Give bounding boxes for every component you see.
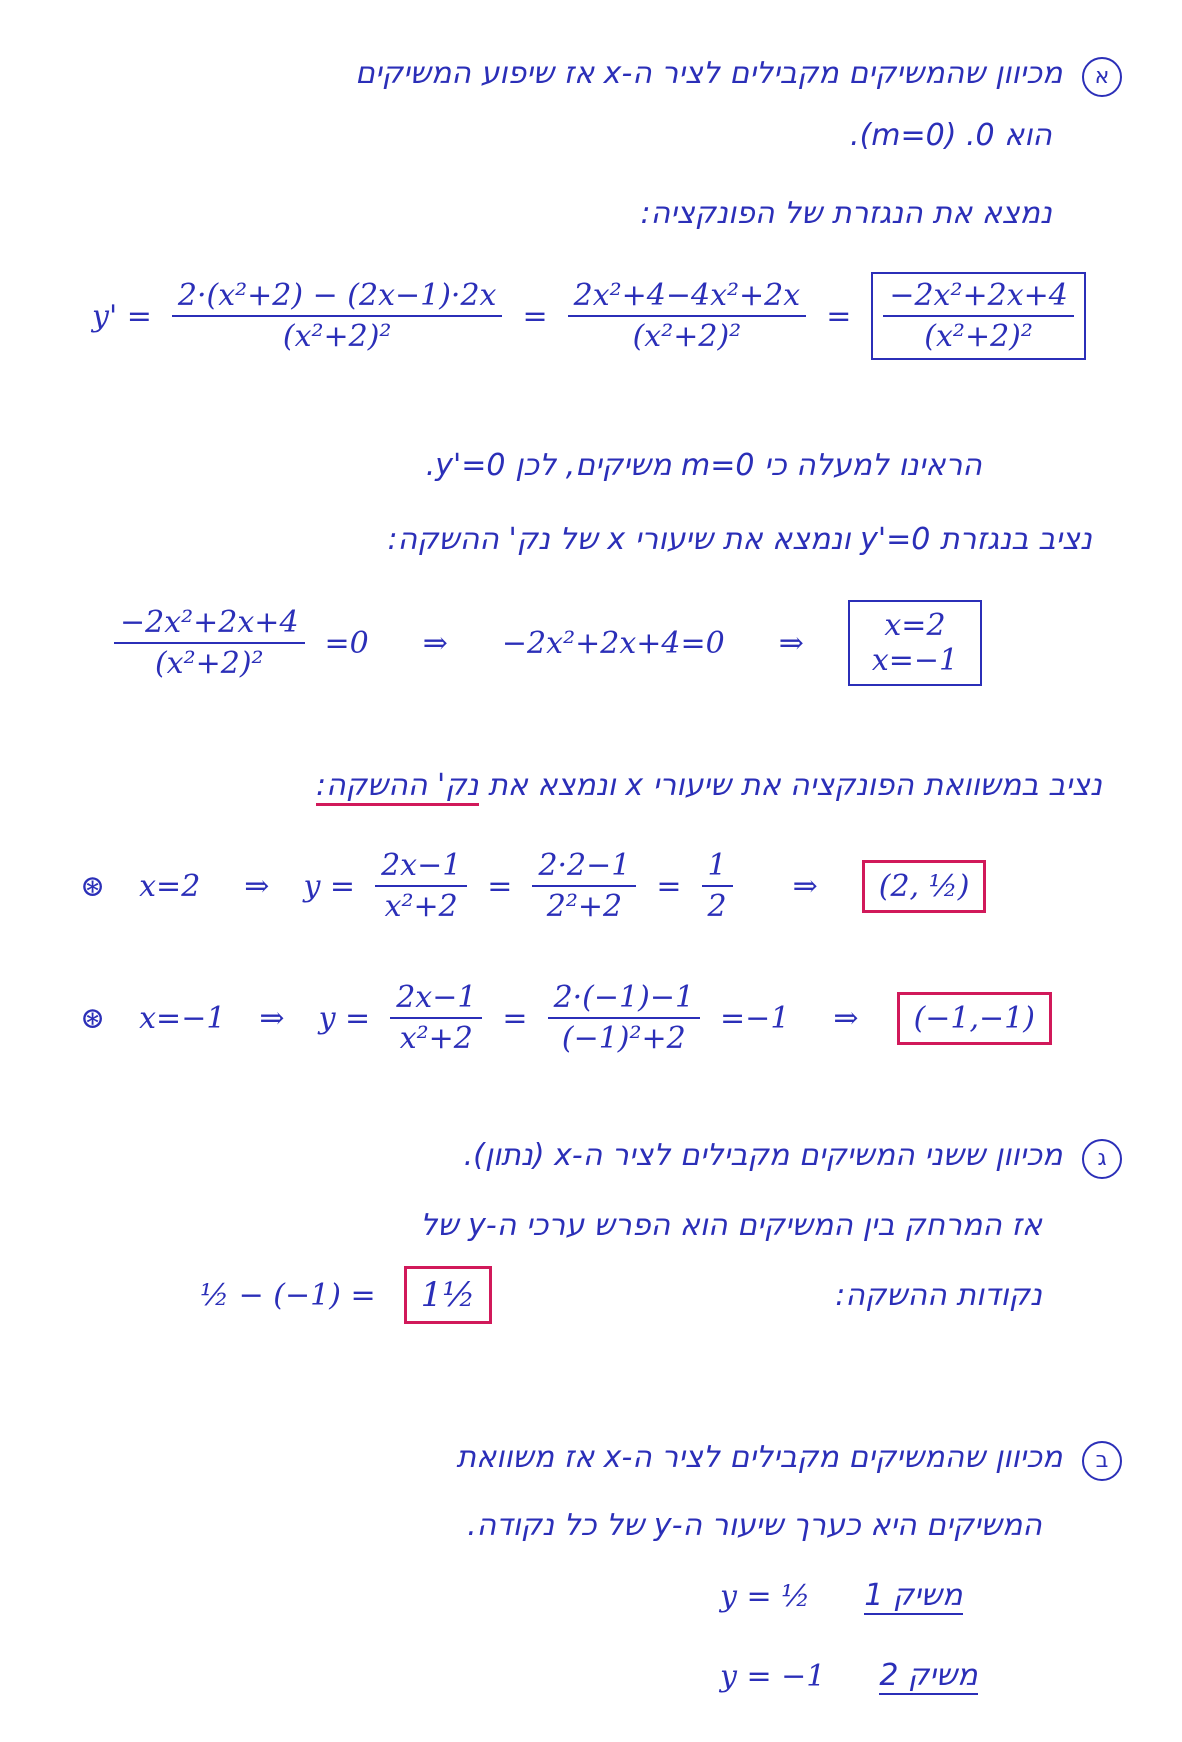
tangent-1-equation: y = ½ xyxy=(720,1579,811,1614)
point-2-denominator-1: x²+2 xyxy=(399,1021,473,1056)
section-c-line-1 xyxy=(456,1440,1122,1481)
point-1-result: (2, ½) xyxy=(862,860,987,913)
derivative-denominator-2: (x²+2)² xyxy=(632,319,742,354)
point-1-x: x=2 xyxy=(139,868,201,904)
asterisk-icon: ⊛ xyxy=(80,1000,106,1036)
derivative-denominator-1: (x²+2)² xyxy=(282,319,392,354)
point-2-numerator-1: 2x−1 xyxy=(390,980,482,1019)
solve-equation xyxy=(108,600,982,686)
derivative-numerator-1: 2·(x²+2) − (2x−1)·2x xyxy=(172,278,503,317)
implies-arrow: ⇒ xyxy=(778,625,804,661)
point-1-fraction-2 xyxy=(532,848,636,924)
section-a-text-1: מכיוון שהמשיקים מקבילים לציר ה-x אז שיפוע המשיקים xyxy=(355,56,1063,91)
solve-numerator: −2x²+2x+4 xyxy=(114,605,305,644)
equals-sign: = xyxy=(826,298,852,334)
section-a-label: א xyxy=(1082,57,1122,97)
point-1-calc xyxy=(80,848,986,924)
tangent-2-equation: y = −1 xyxy=(720,1659,826,1694)
root-1: x=2 xyxy=(884,608,946,643)
solve-polynomial: −2x²+2x+4=0 xyxy=(501,625,725,661)
implies-arrow: ⇒ xyxy=(244,868,270,904)
derivative-fraction-1 xyxy=(172,278,503,354)
point-2-fraction-2 xyxy=(548,980,700,1056)
distance-calc xyxy=(200,1266,492,1324)
roots-box xyxy=(848,600,982,686)
point-2-y-lhs: y = xyxy=(318,1000,371,1036)
note-slope-zero: הראינו למעלה כי m=0 משיקים, לכן y'=0. xyxy=(425,448,982,483)
equals-sign: = xyxy=(522,298,548,334)
section-b-line-2: אז המרחק בין המשיקים הוא הפרש ערכי ה-y של xyxy=(420,1208,1042,1243)
point-1-denominator-2: 2²+2 xyxy=(546,889,623,924)
distance-result: 1½ xyxy=(404,1266,493,1324)
section-c-line-2: המשיקים היא כערך שיעור ה-y של כל נקודה. xyxy=(467,1508,1042,1543)
solve-fraction xyxy=(114,605,305,681)
point-1-numerator-2: 2·2−1 xyxy=(532,848,636,887)
distance-expression: ½ − (−1) = xyxy=(200,1277,376,1313)
substitution-intro xyxy=(316,768,1102,803)
equals-sign: = xyxy=(502,1000,528,1036)
section-b-line-3: נקודות ההשקה: xyxy=(835,1278,1042,1313)
implies-arrow: ⇒ xyxy=(422,625,448,661)
implies-arrow: ⇒ xyxy=(259,1000,285,1036)
section-b-label: ג xyxy=(1082,1139,1122,1179)
solve-denominator: (x²+2)² xyxy=(154,646,264,681)
point-2-denominator-2: (−1)²+2 xyxy=(561,1021,686,1056)
point-2-value: =−1 xyxy=(720,1000,790,1036)
point-1-value-num: 1 xyxy=(702,848,733,887)
point-2-result: (−1,−1) xyxy=(897,992,1052,1045)
derivative-numerator-2: 2x²+4−4x²+2x xyxy=(568,278,807,317)
section-c-text-1: מכיוון שהמשיקים מקבילים לציר ה-x אז משוואת xyxy=(456,1440,1063,1475)
tangent-1 xyxy=(720,1578,963,1615)
section-a-line-2: הוא 0. (m=0). xyxy=(850,118,1052,153)
equals-sign: = xyxy=(487,868,513,904)
section-b-line-1 xyxy=(464,1138,1122,1179)
section-a-line-1 xyxy=(355,56,1122,97)
substitution-text: נציב במשוואת הפונקציה את שיעורי x ונמצא את xyxy=(488,768,1102,803)
point-1-denominator-1: x²+2 xyxy=(384,889,458,924)
point-1-y-lhs: y = xyxy=(303,868,356,904)
point-2-fraction-1 xyxy=(390,980,482,1056)
derivative-lhs: y' = xyxy=(92,298,152,334)
asterisk-icon: ⊛ xyxy=(80,868,106,904)
tangent-1-label: משיק 1 xyxy=(864,1578,963,1613)
tangent-2 xyxy=(720,1658,978,1695)
tangent-2-label: משיק 2 xyxy=(879,1658,978,1693)
tangency-points-label: נק' ההשקה: xyxy=(316,768,479,806)
equals-sign: = xyxy=(656,868,682,904)
root-2: x=−1 xyxy=(871,643,959,678)
implies-arrow: ⇒ xyxy=(833,1000,859,1036)
derivative-denominator-3: (x²+2)² xyxy=(924,319,1033,354)
point-1-numerator-1: 2x−1 xyxy=(375,848,467,887)
implies-arrow: ⇒ xyxy=(792,868,818,904)
derivative-intro: נמצא את הנגזרת של הפונקציה: xyxy=(640,196,1052,231)
point-2-numerator-2: 2·(−1)−1 xyxy=(548,980,700,1019)
section-b-text-1: מכיוון ששני המשיקים מקבילים לציר ה-x (נתון). xyxy=(463,1138,1063,1173)
point-1-value-den: 2 xyxy=(707,889,727,924)
solve-equals-zero: =0 xyxy=(324,625,369,661)
note-substitute-derivative: נציב בנגזרת y'=0 ונמצא את שיעורי x של נק' ההשקה: xyxy=(387,522,1092,557)
derivative-result-box xyxy=(871,272,1086,360)
derivative-fraction-2 xyxy=(568,278,807,354)
point-2-x: x=−1 xyxy=(139,1000,226,1036)
point-1-fraction-1 xyxy=(375,848,467,924)
derivative-equation xyxy=(92,272,1092,360)
point-2-calc xyxy=(80,980,1052,1056)
derivative-numerator-3: −2x²+2x+4 xyxy=(883,278,1074,317)
point-1-value xyxy=(702,848,733,924)
section-c-label: ב xyxy=(1082,1441,1122,1481)
